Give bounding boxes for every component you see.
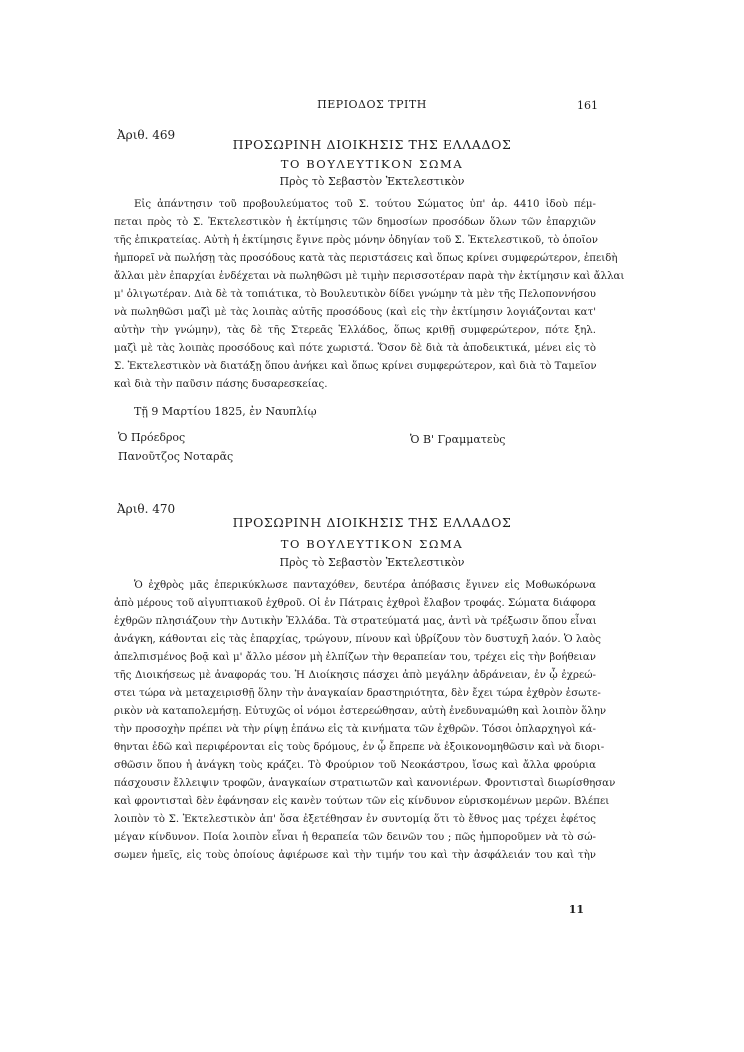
paragraph-line: μαζὶ μὲ τὰς λοιπὰς προσόδους καὶ πότε χωριστά. Ὅσον δὲ διὰ τὰ ἀποδεικτικά, μένει εἰς τὸ <box>114 343 596 354</box>
document-heading-470: ΠΡΟΣΩΡΙΝΗ ΔΙΟΙΚΗΣΙΣ ΤΗΣ ΕΛΛΑΔΟΣ <box>232 515 512 530</box>
paragraph-line: Ὁ ἐχθρὸς μᾶς ἐπερικύκλωσε πανταχόθεν, δευτέρα ἀπόβασις ἔγινεν εἰς Μοθωκόρωνα <box>134 580 596 591</box>
paragraph-line: Σ. Ἐκτελεστικὸν νὰ διατάξῃ ὅπου ἀνήκει καὶ ὅπως κρίνει συμφερώτερον, καὶ διὰ τὸ Ταμεῖον <box>114 361 597 372</box>
paragraph-line: ἀπὸ μέρους τοῦ αἰγυπτιακοῦ ἐχθροῦ. Οἱ ἐν Πάτραις ἐχθροὶ ἔλαβον τροφάς. Σώματα διάφορα <box>114 598 596 609</box>
page-number: 161 <box>577 99 598 112</box>
paragraph-line: ρικὸν νὰ καταπολεμήσῃ. Εὐτυχῶς οἱ νόμοι ἐστερεώθησαν, αὐτὴ ἐνεδυναμώθη καὶ λοιπὸν ὅλην <box>114 706 607 717</box>
document-number-469: Ἀριθ. 469 <box>117 128 176 142</box>
document-subheading-469: ΤΟ ΒΟΥΛΕΥΤΙΚΟΝ ΣΩΜΑ <box>280 157 464 171</box>
president-title: Ὁ Πρόεδρος <box>118 431 186 444</box>
paragraph-line: στει τώρα νὰ μεταχειρισθῇ ὅλην τὴν ἀναγκαίαν δραστηριότητα, δὲν ἔχει τώρα ἐχθρὸν ἐσωτε- <box>114 688 601 699</box>
running-title: ΠΕΡΙΟΔΟΣ ΤΡΙΤΗ <box>317 98 427 111</box>
paragraph-line: νὰ πωληθῶσι μαζὶ μὲ τὰς λοιπὰς αὐτῆς προσόδους (καὶ εἰς τὴν ἐκτίμησιν λογιάζονται κατ' <box>114 307 596 318</box>
paragraph-line: καὶ φροντισταὶ δὲν ἐφάνησαν εἰς κανὲν τούτων τῶν εἰς κίνδυνον εὑρισκομένων μερῶν. Βλέπει <box>114 796 610 807</box>
paragraph-line: αὐτὴν τὴν γνώμην), τὰς δὲ τῆς Στερεᾶς Ἑλλάδος, ὅπως κριθῇ συμφερώτερον, πότε ξηλ. <box>114 325 596 336</box>
document-subheading-470: ΤΟ ΒΟΥΛΕΥΤΙΚΟΝ ΣΩΜΑ <box>280 537 464 551</box>
paragraph-line: μέγαν κίνδυνον. Ποία λοιπὸν εἶναι ἡ θεραπεία τῶν δεινῶν του ; πῶς ἠμποροῦμεν νὰ τὸ σώ- <box>114 832 596 843</box>
paragraph-line: ἀνάγκη, κάθονται εἰς τὰς ἐπαρχίας, τρώγουν, πίνουν καὶ ὑβρίζουν τὸν δυστυχῆ λαόν. Ὁ λαὸς <box>114 634 601 645</box>
paragraph-line: θηνται ἐδῶ καὶ περιφέρονται εἰς τοὺς δρόμους, ἐν ᾧ ἔπρεπε νὰ ἐξοικονομηθῶσιν καὶ νὰ διορι- <box>114 742 605 753</box>
paragraph-line: σωμεν ἡμεῖς, εἰς τοὺς ὁποίους ἀφιέρωσε καὶ τὴν τιμήν του καὶ τὴν ἀσφάλειάν του καὶ τὴν <box>114 850 596 861</box>
paragraph-line: τῆς Διοικήσεως μὲ ἀναφοράς του. Ἡ Διοίκησις πάσχει ἀπὸ μεγάλην ἀδράνειαν, ἐν ᾧ ἐχρεώ- <box>114 670 596 681</box>
secretary-title: Ὁ Β' Γραμματεὺς <box>410 433 506 446</box>
paragraph-line: πεται πρὸς τὸ Σ. Ἐκτελεστικὸν ἡ ἐκτίμησις τῶν δημοσίων προσόδων ὅλων τῶν ἐπαρχιῶν <box>114 217 596 228</box>
president-name: Πανοῦτζος Νοταρᾶς <box>118 450 234 463</box>
paragraph-line: ἐχθρῶν πλησιάζουν τὴν Δυτικὴν Ἑλλάδα. Τὰ στρατεύματά μας, ἀντὶ νὰ τρέξωσιν ὅπου εἶναι <box>114 616 597 627</box>
paragraph-line: ἠμπορεῖ νὰ πωλήσῃ τὰς προσόδους κατὰ τὰς περιστάσεις καὶ ὅπως κρίνει συμφερώτερον, ἐπειδὴ <box>114 253 618 264</box>
document-number-470: Ἀριθ. 470 <box>117 502 176 516</box>
document-date-469: Τῇ 9 Μαρτίου 1825, ἐν Ναυπλίῳ <box>134 405 317 418</box>
paragraph-line: τὴν προσοχὴν πρέπει νὰ τὴν ρίψῃ ἐπάνω εἰς τὰ κινήματα τῶν ἐχθρῶν. Τόσοι ὀπλαρχηγοὶ κά- <box>114 724 596 735</box>
document-addressee-470: Πρὸς τὸ Σεβαστὸν Ἐκτελεστικὸν <box>279 556 465 569</box>
document-heading-469: ΠΡΟΣΩΡΙΝΗ ΔΙΟΙΚΗΣΙΣ ΤΗΣ ΕΛΛΑΔΟΣ <box>232 137 512 152</box>
paragraph-line: λοιπὸν τὸ Σ. Ἐκτελεστικὸν ἀπ' ὅσα ἐξετέθησαν ἐν συντομίᾳ ὅτι τὸ ἔθνος μας τρέχει ἐφέτος <box>114 814 596 825</box>
document-addressee-469: Πρὸς τὸ Σεβαστὸν Ἐκτελεστικὸν <box>279 175 465 188</box>
paragraph-line: πάσχουσιν ἔλλειψιν τροφῶν, ἀναγκαίων στρατιωτῶν καὶ κανονιέρων. Φροντισταὶ διωρίσθησαν <box>114 778 616 789</box>
paragraph-line: μ' ὀλιγωτέραν. Διὰ δὲ τὰ τοπιάτικα, τὸ Βουλευτικὸν δίδει γνώμην τὰ μὲν τῆς Πελοποννήσου <box>114 289 596 300</box>
paragraph-line: ἄλλαι μὲν ἐπαρχίαι ἐνδέχεται νὰ πωληθῶσι μὲ τιμὴν περισσοτέραν παρὰ τὴν ἐκτίμησιν καὶ ἄλλαι <box>114 271 625 282</box>
paragraph-line: τῆς ἐπικρατείας. Αὐτὴ ἡ ἐκτίμησις ἔγινε πρὸς μόνην ὁδηγίαν τοῦ Σ. Ἐκτελεστικοῦ, τὸ ὁποῖον <box>114 235 598 246</box>
paragraph-line: Εἰς ἀπάντησιν τοῦ προβουλεύματος τοῦ Σ. τούτου Σώματος ὑπ' ἀρ. 4410 ἰδοὺ πέμ- <box>134 199 596 210</box>
paragraph-line: σθῶσιν ὅπου ἡ ἀνάγκη τοὺς κράζει. Τὸ Φρούριον τοῦ Νεοκάστρου, ἴσως καὶ ἄλλα φρούρια <box>114 760 596 771</box>
paragraph-line: ἀπελπισμένος βοᾷ καὶ μ' ἄλλο μέσον μὴ ἐλπίζων τὴν θεραπείαν του, τρέχει εἰς τὴν βοήθειαν <box>114 652 596 663</box>
paragraph-line: καὶ διὰ τὴν παῦσιν πάσης δυσαρεσκείας. <box>114 379 328 390</box>
signature-mark: 11 <box>568 903 584 916</box>
